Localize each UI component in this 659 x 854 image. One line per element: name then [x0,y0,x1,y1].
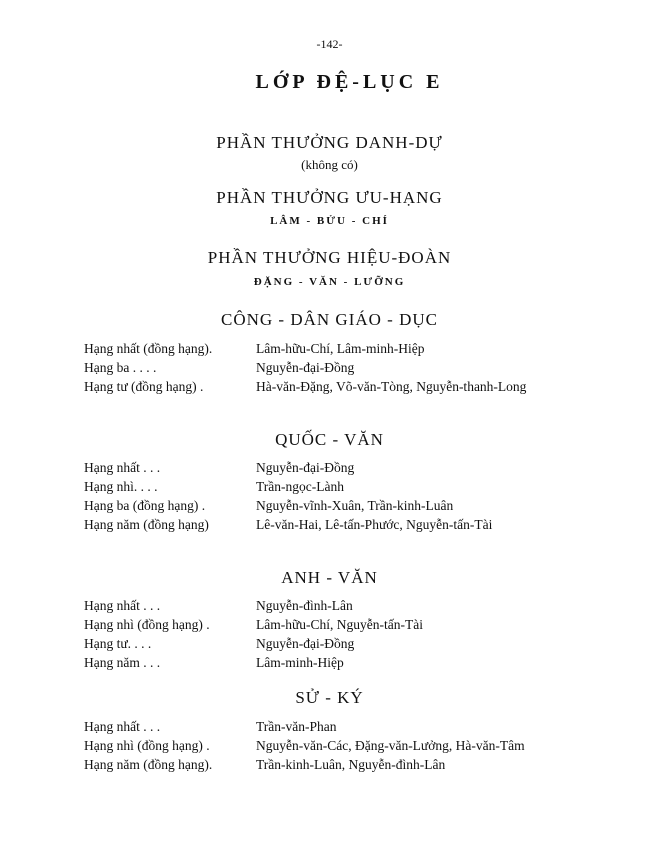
ranking-table [84,717,544,774]
subject-heading: QUỐC - VĂN [275,430,384,449]
table-row [84,339,544,358]
subject-heading: ANH - VĂN [281,568,378,587]
table-row [84,634,544,653]
student-names: Lâm-minh-Hiệp [256,655,344,670]
ranking-table [84,339,544,396]
rank-label: Hạng ba . . . . [84,360,157,375]
ranking-table [84,458,544,534]
rank-label: Hạng tư. . . . [84,636,152,651]
table-row [84,717,544,736]
page-number: -142- [316,37,343,51]
student-names: Trần-văn-Phan [256,719,337,734]
rank-label: Hạng nhất (đồng hạng). [84,341,213,356]
rank-label: Hạng nhất . . . [84,598,161,613]
rank-label: Hạng nhất . . . [84,719,161,734]
table-row [84,477,544,496]
rank-label: Hạng ba (đồng hạng) . [84,498,206,513]
award-heading: PHẦN THƯỞNG ƯU-HẠNG [216,188,443,207]
student-names: Nguyễn-đại-Đồng [256,360,355,375]
student-names: Lâm-hữu-Chí, Lâm-minh-Hiệp [256,341,425,356]
rank-label: Hạng năm (đồng hạng) [84,517,209,532]
rank-label: Hạng nhất . . . [84,460,161,475]
table-row [84,515,544,534]
table-row [84,377,544,396]
student-names: Lê-văn-Hai, Lê-tấn-Phước, Nguyễn-tấn-Tài [256,517,493,532]
student-names: Lâm-hữu-Chí, Nguyễn-tấn-Tài [256,617,424,632]
ranking-table [84,596,544,672]
student-names: Trần-kinh-Luân, Nguyễn-đình-Lân [256,757,446,772]
award-value: LÂM - BỬU - CHÍ [270,215,389,227]
student-names: Nguyễn-vĩnh-Xuân, Trần-kinh-Luân [256,498,454,513]
table-row [84,653,544,672]
rank-label: Hạng năm (đồng hạng). [84,757,213,772]
page-title: LỚP ĐỆ-LỤC E [255,71,444,93]
student-names: Hà-văn-Đặng, Võ-văn-Tòng, Nguyễn-thanh-Long [256,379,527,394]
rank-label: Hạng nhì. . . . [84,479,158,494]
rank-label: Hạng năm . . . [84,655,161,670]
award-value: (không có) [301,157,358,172]
award-heading: PHẦN THƯỞNG HIỆU-ĐOÀN [207,248,452,267]
student-names: Nguyễn-văn-Các, Đặng-văn-Lưởng, Hà-văn-Tâm [256,738,525,753]
rank-label: Hạng tư (đồng hạng) . [84,379,204,394]
table-row [84,458,544,477]
student-names: Nguyễn-đình-Lân [256,598,353,613]
table-row [84,358,544,377]
student-names: Trần-ngọc-Lành [256,479,344,494]
table-row [84,496,544,515]
rank-label: Hạng nhì (đồng hạng) . [84,738,210,753]
award-heading: PHẦN THƯỞNG DANH-DỰ [216,133,443,152]
student-names: Nguyễn-đại-Đồng [256,636,355,651]
table-row [84,615,544,634]
student-names: Nguyễn-đại-Đồng [256,460,355,475]
rank-label: Hạng nhì (đồng hạng) . [84,617,210,632]
subject-heading: SỬ - KÝ [295,688,364,707]
award-value: ĐẶNG - VĂN - LƯỠNG [253,276,406,288]
table-row [84,596,544,615]
subject-heading: CÔNG - DÂN GIÁO - DỤC [221,310,438,329]
table-row [84,755,544,774]
table-row [84,736,544,755]
